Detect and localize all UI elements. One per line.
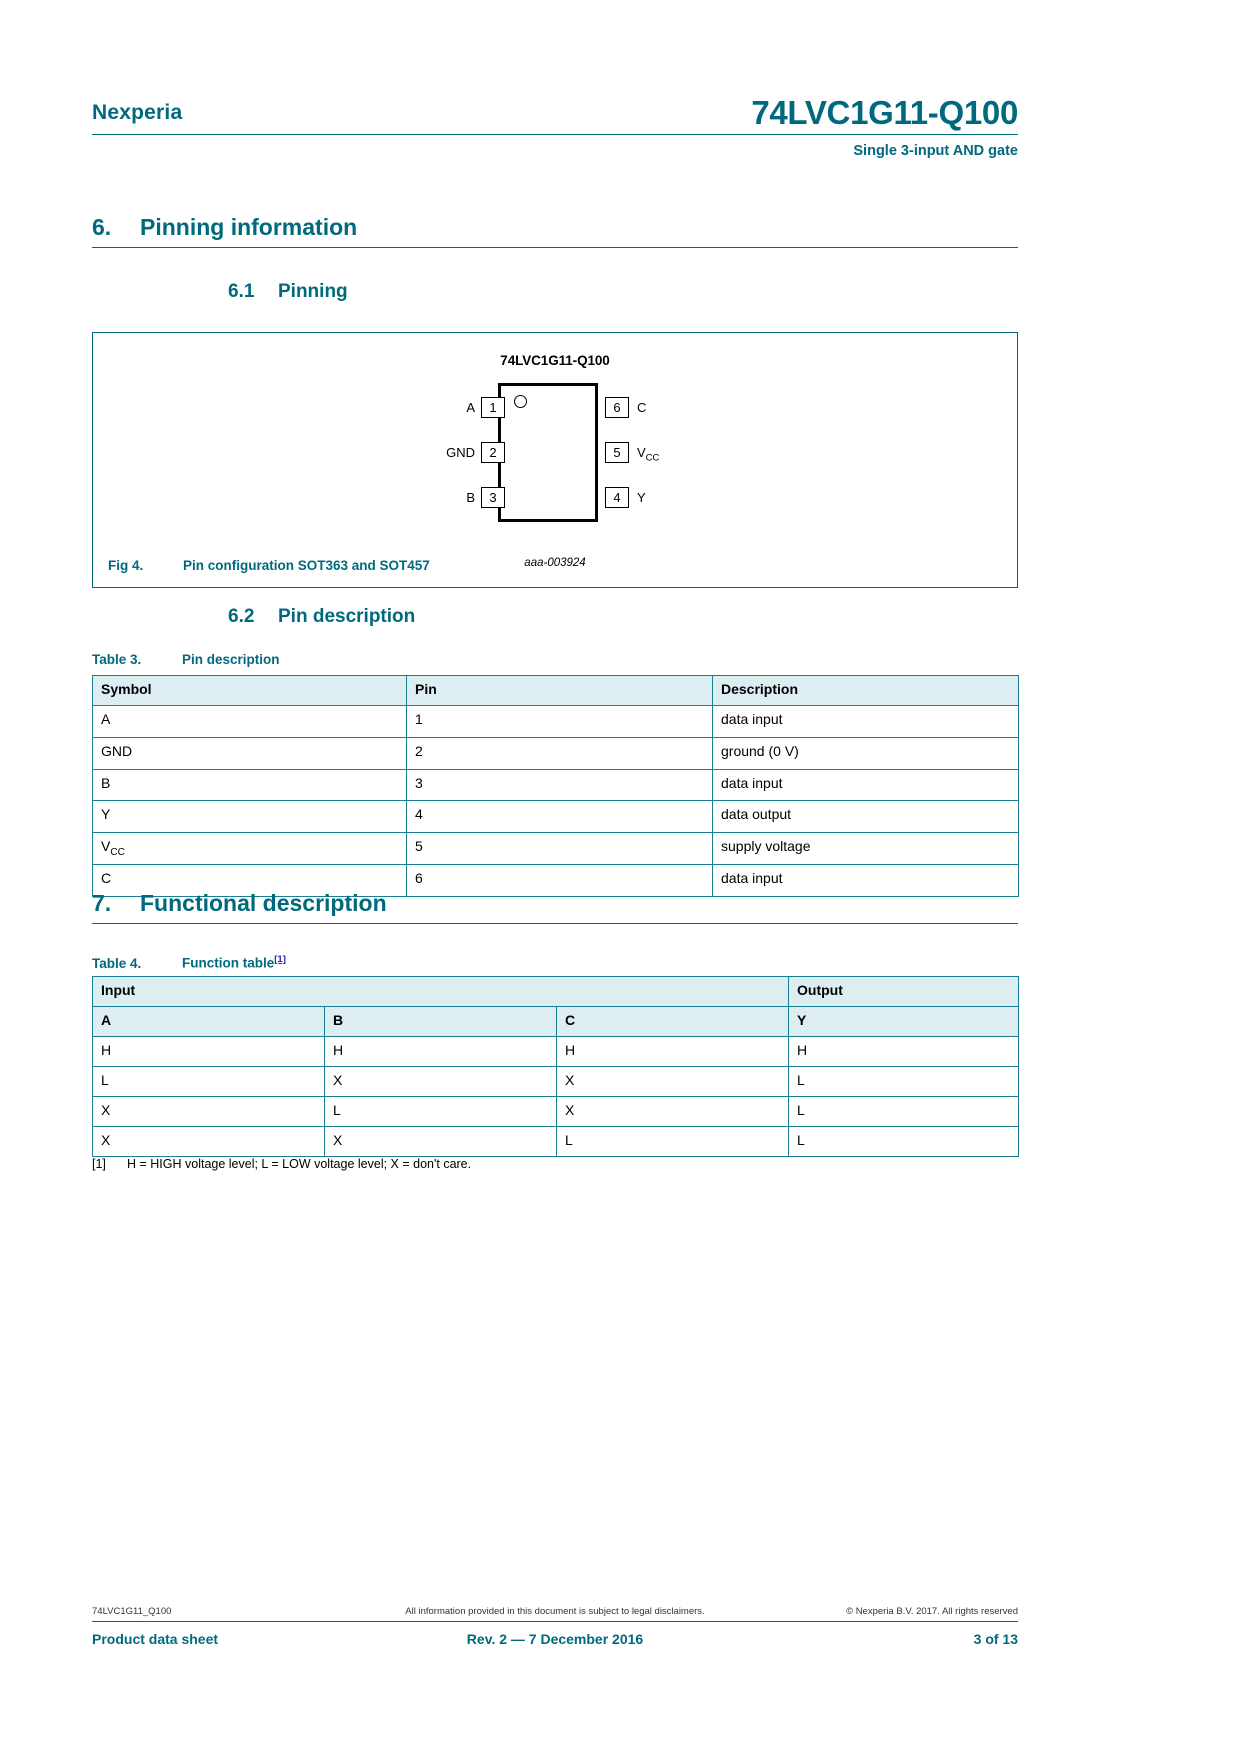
cell-description: ground (0 V) — [713, 737, 1019, 769]
footer-doc-type: Product data sheet — [92, 1631, 219, 1647]
package-pin-diagram — [405, 379, 705, 569]
cell-y: L — [789, 1127, 1019, 1157]
table-4-caption — [92, 953, 286, 971]
section-6-divider — [92, 247, 1018, 248]
cell-description: data input — [713, 864, 1019, 896]
cell-symbol: A — [93, 706, 407, 738]
table-3-col-symbol: Symbol — [93, 676, 407, 706]
table-row — [93, 1067, 1019, 1097]
cell-y: L — [789, 1067, 1019, 1097]
pin-number-2: 2 — [481, 442, 505, 463]
table-row — [93, 801, 1019, 833]
cell-a: L — [93, 1067, 325, 1097]
cell-description: supply voltage — [713, 833, 1019, 865]
pin1-marker-dot-icon — [514, 395, 527, 408]
header-divider — [92, 134, 1018, 135]
subsection-6-1-number: 6.1 — [228, 281, 255, 302]
pin-label-4: Y — [637, 490, 646, 505]
pin-label-6: C — [637, 400, 647, 415]
page-footer — [92, 1606, 1018, 1647]
cell-symbol: Y — [93, 801, 407, 833]
footer-disclaimer: All information provided in this document is subject to legal disclaimers. — [405, 1606, 705, 1617]
part-number-title: 74LVC1G11-Q100 — [751, 94, 1018, 131]
table-4-group-output: Output — [789, 977, 1019, 1007]
cell-pin: 2 — [407, 737, 713, 769]
cell-symbol: $V_{CC}$ — [93, 833, 407, 865]
cell-symbol: GND — [93, 737, 407, 769]
section-7-title-row — [92, 890, 1018, 917]
pin-label-3: B — [466, 490, 475, 505]
footer-meta-row — [92, 1631, 1018, 1647]
cell-symbol: B — [93, 769, 407, 801]
cell-c: X — [557, 1067, 789, 1097]
table-row — [93, 1037, 1019, 1067]
table-row — [93, 769, 1019, 801]
section-6-label: Pinning information — [140, 214, 358, 240]
pin-number-1: 1 — [481, 397, 505, 418]
function-table — [92, 976, 1019, 1157]
table-3-header-row — [93, 676, 1019, 706]
footer-page-number: 3 of 13 — [973, 1631, 1018, 1647]
table-4-group-input: Input — [93, 977, 789, 1007]
header-row — [92, 96, 1018, 129]
figure-4-label: Fig 4. — [108, 558, 144, 573]
footer-document-id: 74LVC1G11_Q100 — [92, 1606, 172, 1617]
page-header — [92, 96, 1018, 159]
pin-description-table — [92, 675, 1019, 897]
cell-a: X — [93, 1127, 325, 1157]
table-3-col-pin: Pin — [407, 676, 713, 706]
table-4-header-row — [93, 1007, 1019, 1037]
cell-c: H — [557, 1037, 789, 1067]
table-row — [93, 833, 1019, 865]
section-functional-description — [92, 890, 1018, 924]
pin-number-6: 6 — [605, 397, 629, 418]
subsection-pin-description — [228, 606, 415, 628]
table-3-text: Pin description — [182, 652, 280, 667]
table-row — [93, 1127, 1019, 1157]
brand-name: Nexperia — [92, 101, 183, 124]
footer-divider — [92, 1621, 1018, 1622]
pin-number-4: 4 — [605, 487, 629, 508]
table-4-col-b: B — [325, 1007, 557, 1037]
footer-copyright: © Nexperia B.V. 2017. All rights reserved — [846, 1606, 1018, 1617]
drawing-id: aaa-003924 — [524, 557, 586, 569]
section-7-divider — [92, 923, 1018, 924]
cell-a: X — [93, 1097, 325, 1127]
cell-y: H — [789, 1037, 1019, 1067]
section-7-label: Functional description — [140, 890, 387, 916]
cell-y: L — [789, 1097, 1019, 1127]
table-4-label: Table 4. — [92, 955, 142, 971]
cell-symbol: C — [93, 864, 407, 896]
pin-label-5: $V_{CC}$ — [637, 445, 660, 464]
figure-4-box — [92, 332, 1018, 588]
table-4-footnote-ref[interactable]: [1] — [274, 954, 286, 965]
cell-b: X — [325, 1127, 557, 1157]
cell-b: X — [325, 1067, 557, 1097]
cell-description: data input — [713, 769, 1019, 801]
subsection-6-2-label: Pin description — [278, 606, 416, 627]
cell-b: H — [325, 1037, 557, 1067]
table-3-label: Table 3. — [92, 652, 142, 667]
pin-label-2: GND — [446, 445, 475, 460]
table-row — [93, 737, 1019, 769]
table-4-col-a: A — [93, 1007, 325, 1037]
cell-c: X — [557, 1097, 789, 1127]
table-3-caption — [92, 652, 280, 667]
table-4-footnote — [92, 1157, 471, 1171]
table-3-col-description: Description — [713, 676, 1019, 706]
cell-pin: 1 — [407, 706, 713, 738]
subsection-6-1-label: Pinning — [278, 281, 348, 302]
section-7-number: 7. — [92, 890, 112, 916]
table-4-col-y: Y — [789, 1007, 1019, 1037]
table-4-col-c: C — [557, 1007, 789, 1037]
pin-number-5: 5 — [605, 442, 629, 463]
section-pinning-information — [92, 214, 1018, 248]
cell-a: H — [93, 1037, 325, 1067]
subsection-6-2-number: 6.2 — [228, 606, 255, 627]
section-6-number: 6. — [92, 214, 112, 240]
cell-description: data input — [713, 706, 1019, 738]
figure-4-caption — [108, 558, 430, 573]
table-4-group-header-row — [93, 977, 1019, 1007]
footnote-text: H = HIGH voltage level; L = LOW voltage level; X = don't care. — [127, 1157, 472, 1171]
table-row — [93, 706, 1019, 738]
subsection-pinning — [228, 281, 348, 303]
footer-revision: Rev. 2 — 7 December 2016 — [466, 1631, 644, 1647]
package-body-outline — [498, 383, 598, 522]
product-subtitle: Single 3-input AND gate — [853, 143, 1018, 159]
figure-4-text: Pin configuration SOT363 and SOT457 — [183, 558, 430, 573]
cell-pin: 5 — [407, 833, 713, 865]
package-diagram-title: 74LVC1G11-Q100 — [500, 353, 610, 368]
table-row — [93, 1097, 1019, 1127]
pin-number-3: 3 — [481, 487, 505, 508]
pin-label-1: A — [466, 400, 475, 415]
cell-b: L — [325, 1097, 557, 1127]
footnote-marker: [1] — [92, 1157, 106, 1171]
table-4-text: Function table — [182, 955, 275, 971]
section-6-title-row — [92, 214, 1018, 241]
cell-pin: 4 — [407, 801, 713, 833]
footer-info-row — [92, 1606, 1018, 1619]
cell-description: data output — [713, 801, 1019, 833]
cell-c: L — [557, 1127, 789, 1157]
cell-pin: 6 — [407, 864, 713, 896]
cell-pin: 3 — [407, 769, 713, 801]
